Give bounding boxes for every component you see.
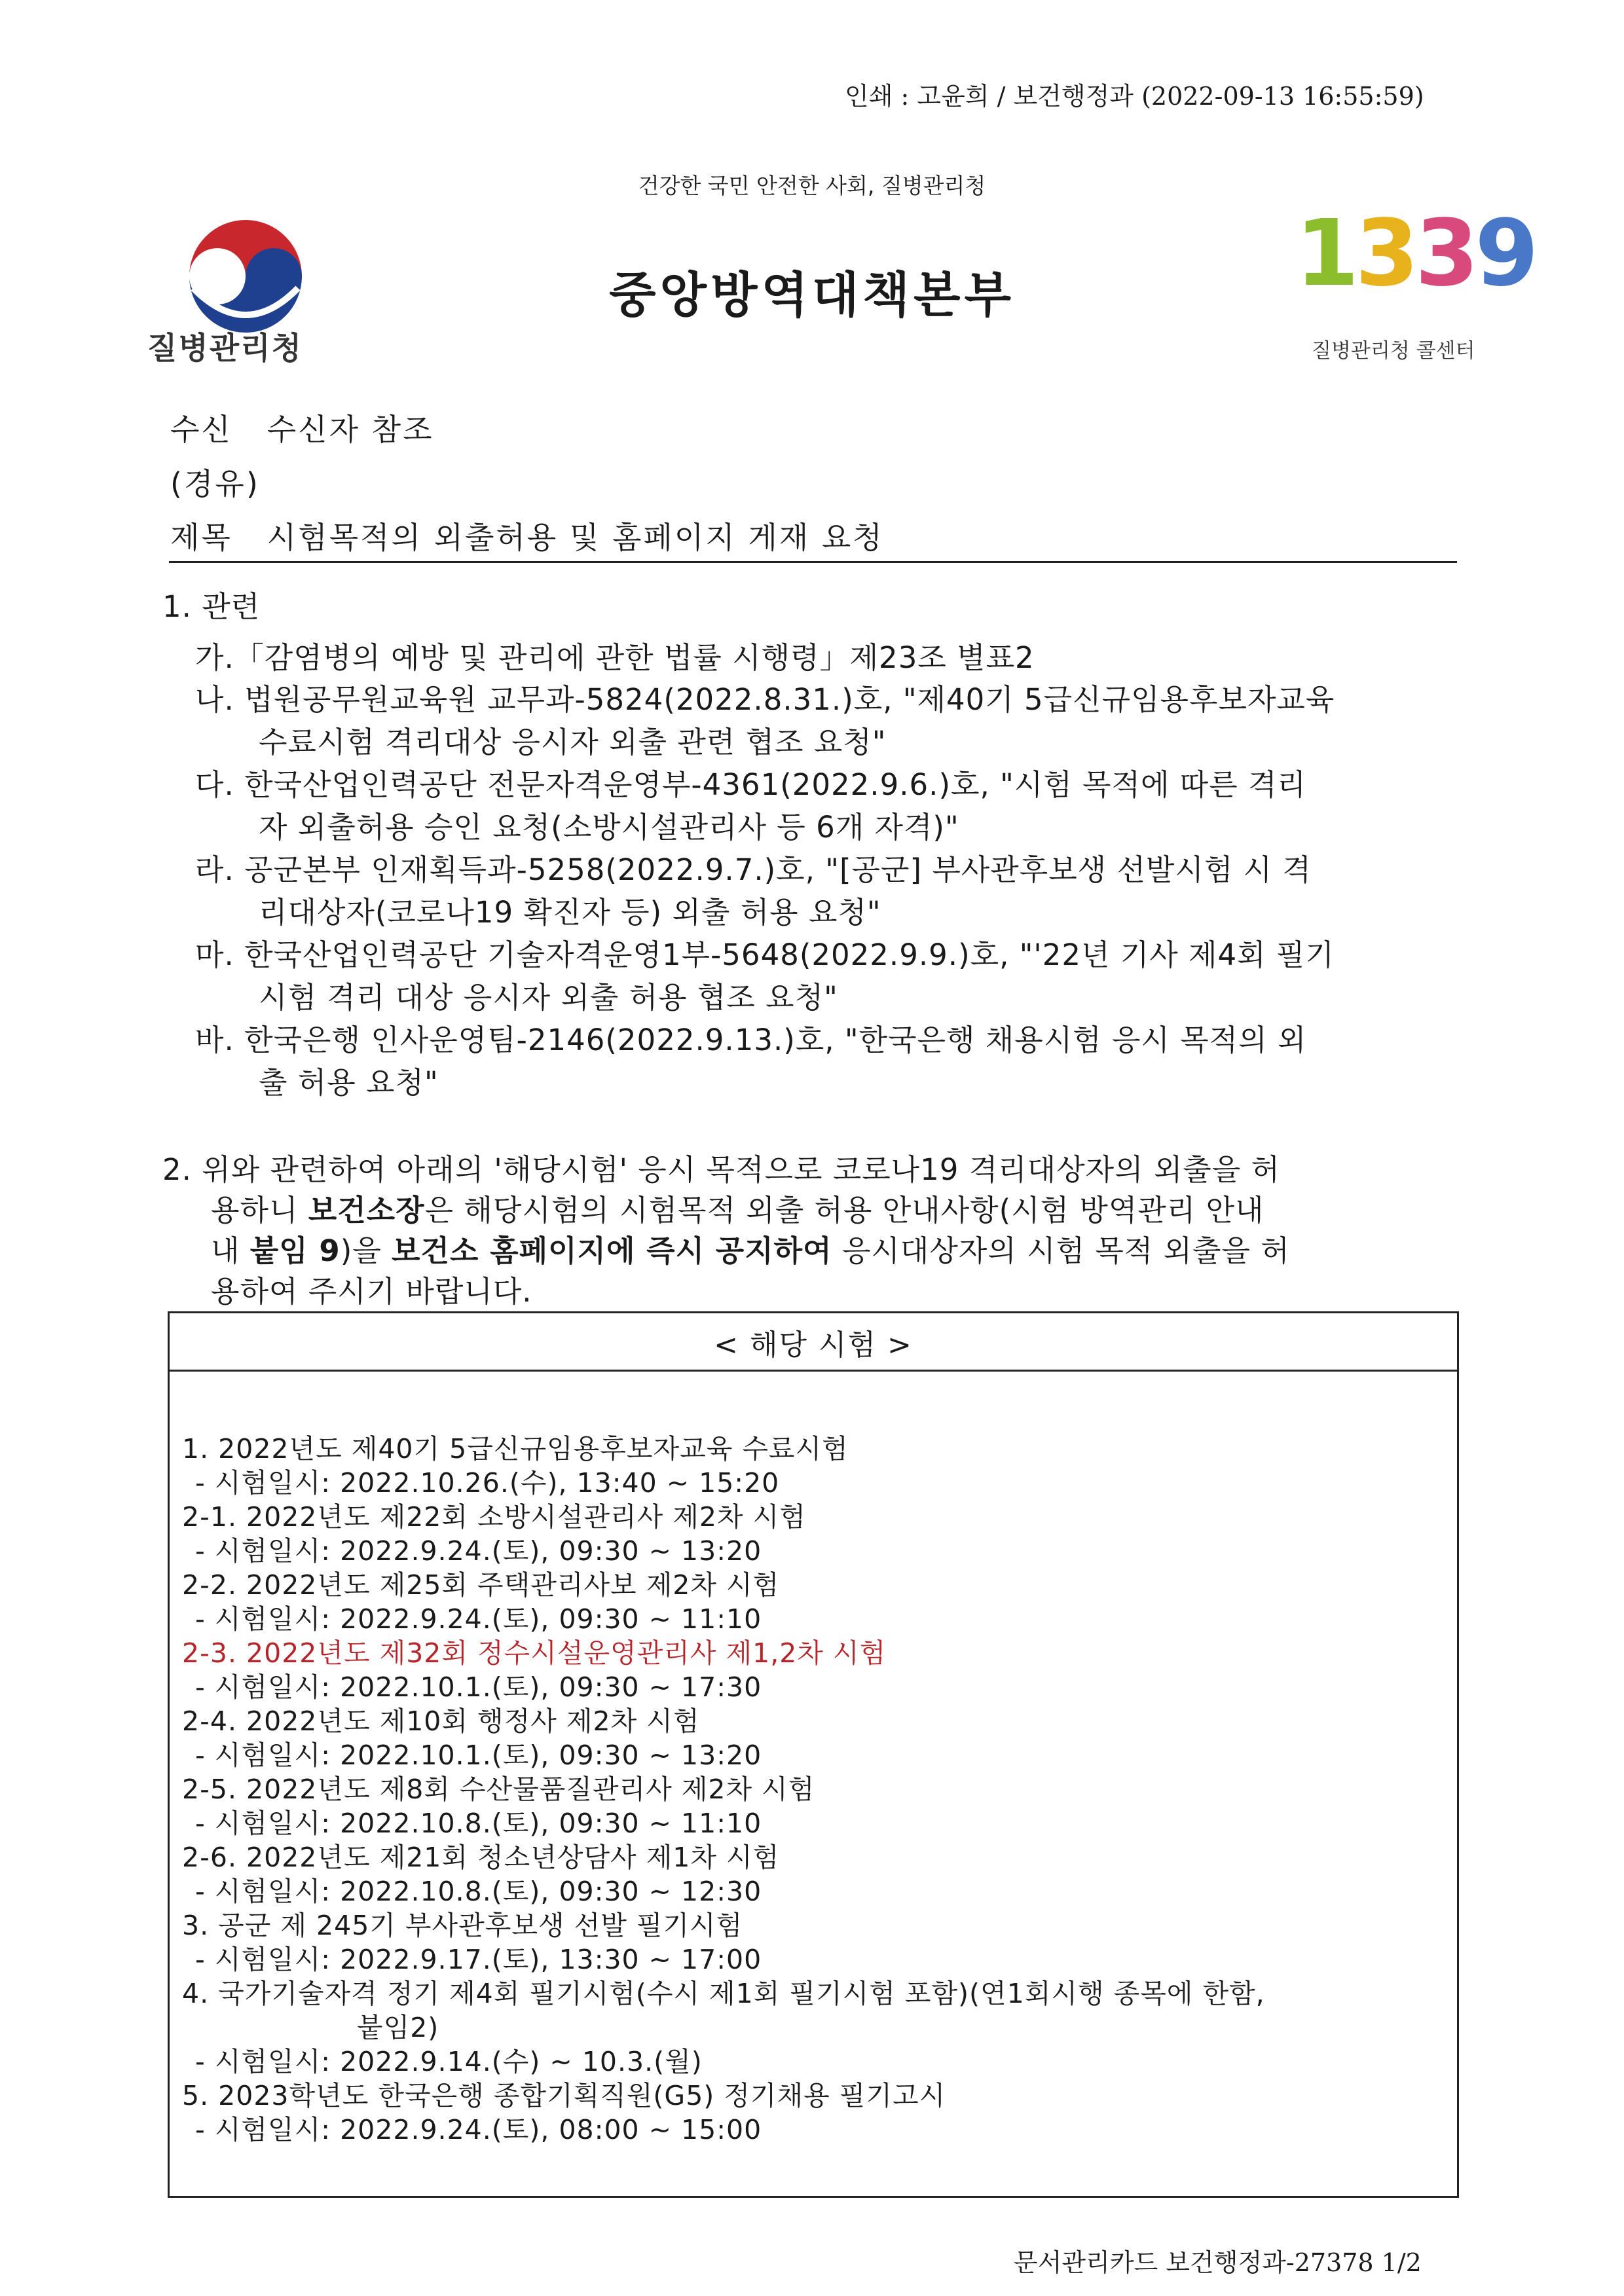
section2-emphasis-director: 보건소장 xyxy=(308,1193,425,1228)
ref-item-ma-line2: 시험 격리 대상 응시자 외출 허용 협조 요청" xyxy=(259,980,838,1015)
exam-schedule-line: - 시험일시: 2022.10.8.(토), 09:30 ~ 12:30 xyxy=(195,1876,762,1907)
logo-digit-3b: 3 xyxy=(1414,200,1475,307)
exam-title-line: 2-1. 2022년도 제22회 소방시설관리사 제2차 시험 xyxy=(182,1501,806,1533)
exam-schedule-line: - 시험일시: 2022.9.24.(토), 09:30 ~ 11:10 xyxy=(195,1603,762,1635)
exam-schedule-line: - 시험일시: 2022.10.1.(토), 09:30 ~ 17:30 xyxy=(195,1671,762,1703)
exam-title-line: 2-4. 2022년도 제10회 행정사 제2차 시험 xyxy=(182,1705,700,1737)
org-title: 중앙방역대책본부 xyxy=(609,267,1015,323)
section2-emphasis-homepage: 보건소 홈페이지에 즉시 공지하여 xyxy=(392,1233,832,1268)
logo-digit-9: 9 xyxy=(1475,200,1535,307)
exam-schedule-line: - 시험일시: 2022.9.14.(수) ~ 10.3.(월) xyxy=(195,2046,703,2077)
section2-line1: 2. 위와 관련하여 아래의 '해당시험' 응시 목적으로 코로나19 격리대상자의 외출을 허 xyxy=(162,1152,1281,1187)
logo-digit-1: 1 xyxy=(1295,200,1356,307)
exam-table-title: < 해당 시험 > xyxy=(714,1328,913,1362)
exam-schedule-line: - 시험일시: 2022.10.26.(수), 13:40 ~ 15:20 xyxy=(195,1467,780,1499)
ref-item-na-line2: 수료시험 격리대상 응시자 외출 관련 협조 요청" xyxy=(259,725,887,759)
section2-line3-text: 내 xyxy=(211,1233,250,1268)
section2-line2-text: 용하니 xyxy=(211,1193,308,1228)
ref-item-ma-line1: 마. 한국산업인력공단 기술자격운영1부-5648(2022.9.9.)호, "'22년 기사 제4회 필기 xyxy=(195,938,1335,972)
exam-title-line: 2-5. 2022년도 제8회 수산물품질관리사 제2차 시험 xyxy=(182,1774,815,1805)
ref-item-na-line1: 나. 법원공무원교육원 교무과-5824(2022.8.31.)호, "제40기 5급신규임용후보자교육 xyxy=(195,682,1335,717)
footer: 문서관리카드 보건행정과-27378 1/2 xyxy=(1014,2248,1422,2277)
via-row: (경유) xyxy=(170,466,260,501)
recipient-value: 수신자 참조 xyxy=(267,412,434,447)
ref-item-da-line2: 자 외출허용 승인 요청(소방시설관리사 등 6개 자격)" xyxy=(259,810,959,845)
logo-left-name: 질병관리청 xyxy=(147,331,303,367)
exam-title-line: 5. 2023학년도 한국은행 종합기획직원(G5) 정기채용 필기고시 xyxy=(182,2080,946,2111)
exam-schedule-line: - 시험일시: 2022.10.1.(토), 09:30 ~ 13:20 xyxy=(195,1740,762,1771)
section2-line3 xyxy=(211,1227,1290,1269)
ref-item-ba-line2: 출 허용 요청" xyxy=(259,1065,439,1100)
subject-label: 제목 xyxy=(170,520,232,555)
exam-title-line: 1. 2022년도 제40기 5급신규임용후보자교육 수료시험 xyxy=(182,1433,849,1465)
section2-line2-rest: 은 해당시험의 시험목적 외출 허용 안내사항(시험 방역관리 안내 xyxy=(424,1193,1264,1228)
section2-emphasis-attachment: 붙임 9 xyxy=(249,1233,341,1268)
exam-title-line: 2-3. 2022년도 제32회 정수시설운영관리사 제1,2차 시험 xyxy=(182,1637,887,1669)
section2-line2 xyxy=(211,1186,1264,1229)
exam-schedule-line: - 시험일시: 2022.10.8.(토), 09:30 ~ 11:10 xyxy=(195,1808,762,1839)
section1-heading: 1. 관련 xyxy=(162,589,261,624)
slogan: 건강한 국민 안전한 사회, 질병관리청 xyxy=(638,173,986,198)
subject-value: 시험목적의 외출허용 및 홈페이지 게재 요청 xyxy=(267,520,884,555)
callcenter-1339-logo-icon xyxy=(1295,200,1535,307)
section2-line3-rest: 응시대상자의 시험 목적 외출을 허 xyxy=(832,1233,1290,1268)
logo-digit-3a: 3 xyxy=(1355,200,1415,307)
header-divider xyxy=(169,561,1457,563)
ref-item-ra-line2: 리대상자(코로나19 확진자 등) 외출 허용 요청" xyxy=(259,895,881,930)
section2-line3-mid: )을 xyxy=(340,1233,392,1268)
recipient-row xyxy=(170,406,434,449)
exam-title-line: 3. 공군 제 245기 부사관후보생 선발 필기시험 xyxy=(182,1910,743,1941)
exam-schedule-line: - 시험일시: 2022.9.24.(토), 09:30 ~ 13:20 xyxy=(195,1535,762,1567)
ref-item-ra-line1: 라. 공군본부 인재획득과-5258(2022.9.7.)호, "[공군] 부사관후보생 선발시험 시 격 xyxy=(195,852,1312,887)
exam-table-divider xyxy=(168,1370,1459,1372)
logo-right-name: 질병관리청 콜센터 xyxy=(1312,339,1475,363)
exam-title-line: 붙임2) xyxy=(357,2012,439,2043)
exam-title-line: 2-2. 2022년도 제25회 주택관리사보 제2차 시험 xyxy=(182,1569,780,1601)
ref-item-ba-line1: 바. 한국은행 인사운영팀-2146(2022.9.13.)호, "한국은행 채용시험 응시 목적의 외 xyxy=(195,1023,1307,1057)
exam-title-line: 4. 국가기술자격 정기 제4회 필기시험(수시 제1회 필기시험 포함)(연1회시행 종목에 한함, xyxy=(182,1978,1265,2009)
ref-item-ga: 가.「감염병의 예방 및 관리에 관한 법률 시행령」제23조 별표2 xyxy=(195,640,1035,675)
subject-row xyxy=(170,514,884,557)
exam-title-line: 2-6. 2022년도 제21회 청소년상담사 제1차 시험 xyxy=(182,1842,780,1873)
exam-schedule-line: - 시험일시: 2022.9.24.(토), 08:00 ~ 15:00 xyxy=(195,2114,762,2145)
recipient-label: 수신 xyxy=(170,412,232,447)
print-info: 인쇄 : 고윤희 / 보건행정과 (2022-09-13 16:55:59) xyxy=(845,82,1424,111)
exam-schedule-line: - 시험일시: 2022.9.17.(토), 13:30 ~ 17:00 xyxy=(195,1944,762,1975)
ref-item-da-line1: 다. 한국산업인력공단 전문자격운영부-4361(2022.9.6.)호, "시험 목적에 따른 격리 xyxy=(195,767,1306,802)
section2-line4: 용하여 주시기 바랍니다. xyxy=(211,1274,532,1309)
